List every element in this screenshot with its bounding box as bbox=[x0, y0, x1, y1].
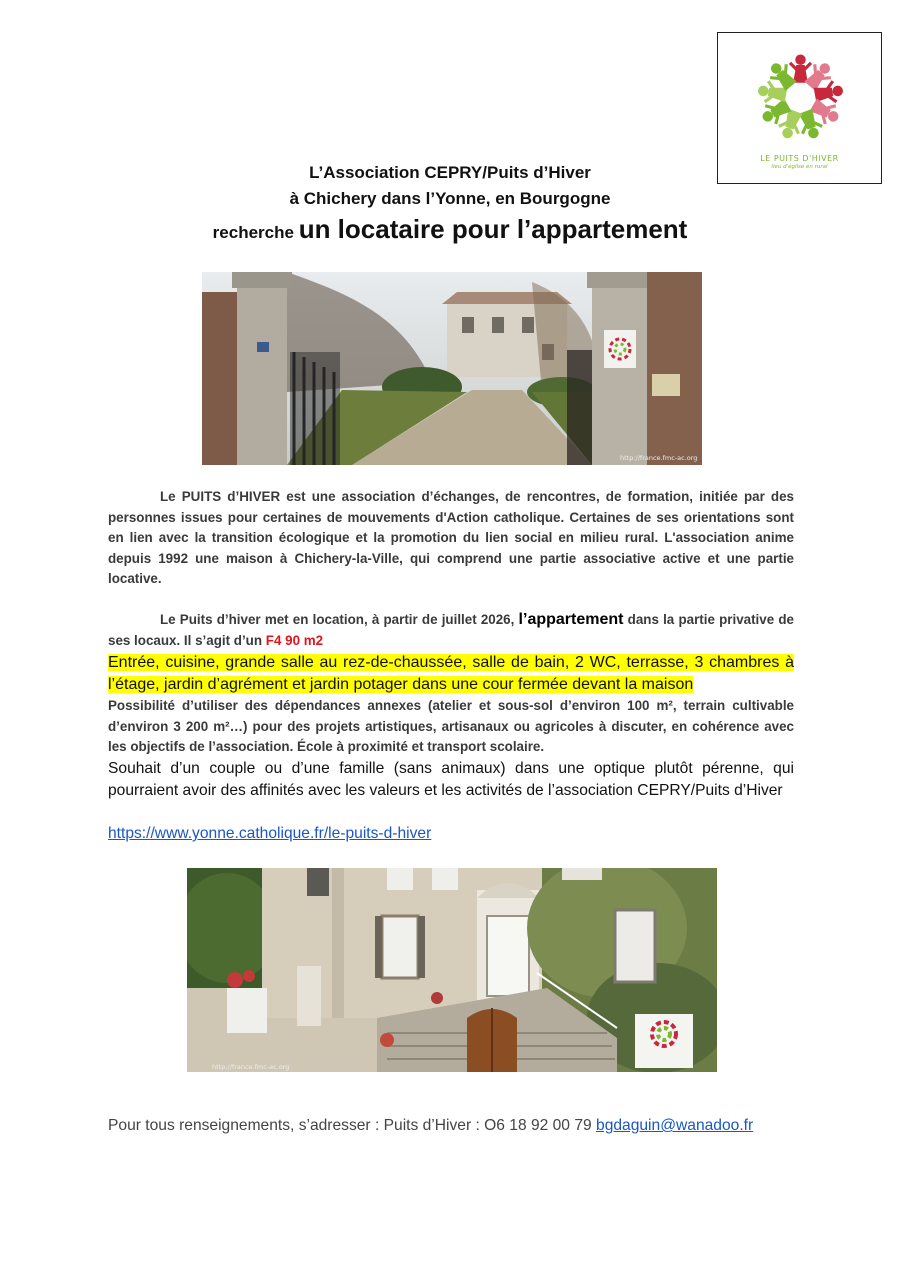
title-search-main: un locataire pour l’appartement bbox=[298, 214, 688, 244]
title-search bbox=[0, 214, 900, 245]
puits-dhiver-logo-icon bbox=[748, 45, 853, 150]
house-photo-watermark: http://france.fmc-ac.org bbox=[212, 1063, 290, 1071]
offer-appartement: l’appartement bbox=[518, 611, 624, 628]
contact-line bbox=[108, 1117, 753, 1135]
house-photo bbox=[187, 868, 717, 1072]
title-search-prefix: recherche bbox=[212, 223, 294, 242]
website-link[interactable]: https://www.yonne.catholique.fr/le-puits-d-hiver bbox=[108, 825, 432, 842]
logo-name: LE PUITS D'HIVER bbox=[760, 154, 839, 163]
gate-photo-watermark: http://france.fmc-ac.org bbox=[620, 454, 698, 462]
wish-paragraph: Souhait d’un couple ou d’une famille (sans animaux) dans une optique plutôt pérenne, qui pourraient avoir des affinités avec les valeurs et les activités de l’association CEPRY/Puits d’Hiver bbox=[108, 760, 794, 799]
offer-paragraph bbox=[108, 610, 794, 651]
contact-email-link[interactable]: bgdaguin@wanadoo.fr bbox=[596, 1117, 754, 1134]
offer-part2: dans la partie privative de ses locaux. Il s’agit d’un bbox=[108, 612, 794, 648]
offer-part1: Le Puits d’hiver met en location, à partir de juillet 2026, bbox=[160, 612, 515, 627]
offer-type: F4 90 m2 bbox=[265, 632, 324, 648]
contact-text: Pour tous renseignements, s’adresser : Puits d’Hiver : O6 18 92 00 79 bbox=[108, 1117, 592, 1134]
options-paragraph: Possibilité d’utiliser des dépendances annexes (atelier et sous-sol d’environ 100 m², terrain cultivable d’environ 3 200 m²…) pour des projets artistiques, artisanaux ou agricoles à discuter, en cohérence avec les objectifs de l’association. École à proximité et transport scolaire. bbox=[108, 698, 794, 754]
gate-photo bbox=[202, 272, 702, 465]
logo-tagline: lieu d'église en rural bbox=[771, 164, 828, 170]
description-text: Entrée, cuisine, grande salle au rez-de-chaussée, salle de bain, 2 WC, terrasse, 3 chambres à l’étage, jardin d’agrément et jardin potager dans une cour fermée devant la maison bbox=[108, 654, 794, 693]
title-association: L’Association CEPRY/Puits d’Hiver bbox=[309, 163, 591, 182]
logo-box bbox=[717, 32, 882, 184]
intro-text: Le PUITS d’HIVER est une association d’échanges, de rencontres, de formation, initiée par des personnes issues pour certaines de mouvements d'Action catholique. Certaines de ses orientations sont en lien avec la transition écologique et la promotion du lien social en milieu rural. L'association anime depuis 1992 une maison à Chichery-la-Ville, qui comprend une partie associative active et une partie locative. bbox=[108, 489, 794, 586]
description-paragraph bbox=[108, 652, 794, 696]
intro-paragraph bbox=[108, 487, 794, 590]
title-location: à Chichery dans l’Yonne, en Bourgogne bbox=[289, 189, 611, 208]
website-line bbox=[108, 823, 794, 845]
